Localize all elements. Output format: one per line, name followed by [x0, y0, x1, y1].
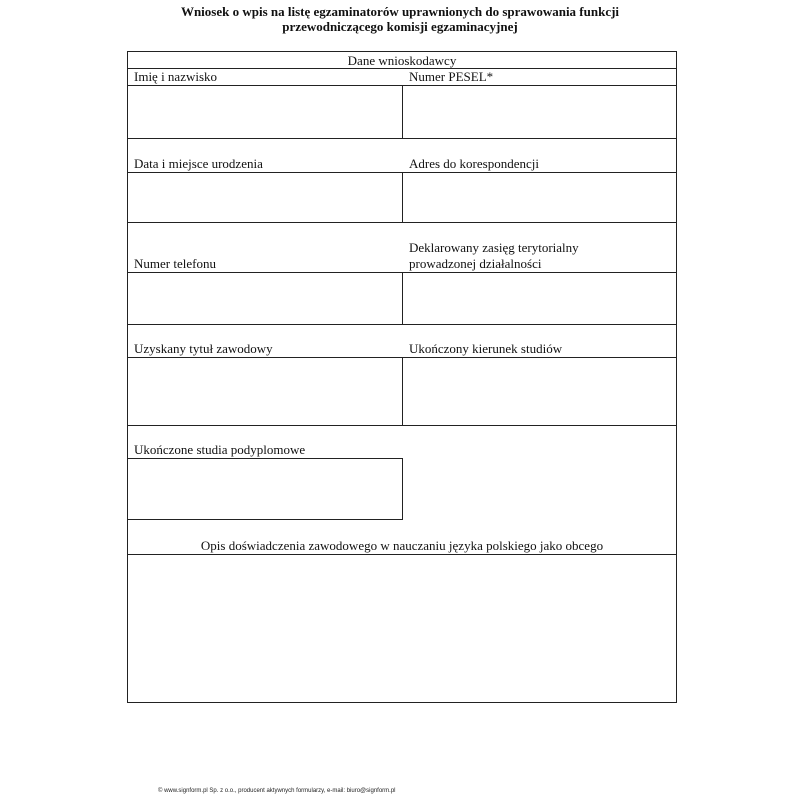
zasieg-label-line-1: Deklarowany zasięg terytorialny [409, 240, 579, 255]
opis-doswiadczenia-textarea[interactable] [129, 555, 675, 701]
kierunek-studiow-input[interactable] [404, 358, 675, 424]
studia-podyplomowe-label: Ukończone studia podyplomowe [134, 442, 306, 457]
kierunek-studiow-label: Ukończony kierunek studiów [409, 341, 563, 356]
data-urodzenia-input[interactable] [129, 173, 401, 221]
zasieg-input[interactable] [404, 273, 675, 323]
column-divider [402, 85, 403, 138]
footer-copyright: © www.signform.pl Sp. z o.o., producent aktywnych formularzy, e-mail: biuro@signform.pl [158, 788, 396, 794]
data-urodzenia-label: Data i miejsce urodzenia [134, 156, 263, 171]
row-divider [128, 425, 676, 426]
box-bottom-border [128, 519, 403, 520]
column-divider [402, 357, 403, 425]
pesel-input[interactable] [404, 86, 675, 137]
row-divider [128, 222, 676, 223]
tytul-zawodowy-label: Uzyskany tytuł zawodowy [134, 341, 273, 356]
tytul-zawodowy-input[interactable] [129, 358, 401, 424]
imie-nazwisko-label: Imię i nazwisko [134, 69, 218, 84]
adres-label: Adres do korespondencji [409, 156, 539, 171]
adres-input[interactable] [404, 173, 675, 221]
studia-podyplomowe-input[interactable] [129, 459, 401, 518]
telefon-input[interactable] [129, 273, 401, 323]
imie-nazwisko-input[interactable] [129, 86, 401, 137]
opis-doswiadczenia-label: Opis doświadczenia zawodowego w nauczaniu języka polskiego jako obcego [200, 538, 604, 553]
zasieg-label-line-2: prowadzonej działalności [409, 256, 542, 271]
section-title: Dane wnioskodawcy [347, 53, 457, 68]
applicant-data-form [127, 51, 677, 703]
row-divider [128, 324, 676, 325]
column-divider [402, 272, 403, 324]
telefon-label: Numer telefonu [134, 256, 216, 271]
pesel-label: Numer PESEL* [409, 69, 494, 84]
column-divider [402, 172, 403, 222]
box-right-border [402, 458, 403, 520]
form-title-line-2: przewodniczącego komisji egzaminacyjnej [282, 19, 518, 34]
row-divider [128, 138, 676, 139]
form-title-line-1: Wniosek o wpis na listę egzaminatorów uprawnionych do sprawowania funkcji [180, 4, 620, 19]
